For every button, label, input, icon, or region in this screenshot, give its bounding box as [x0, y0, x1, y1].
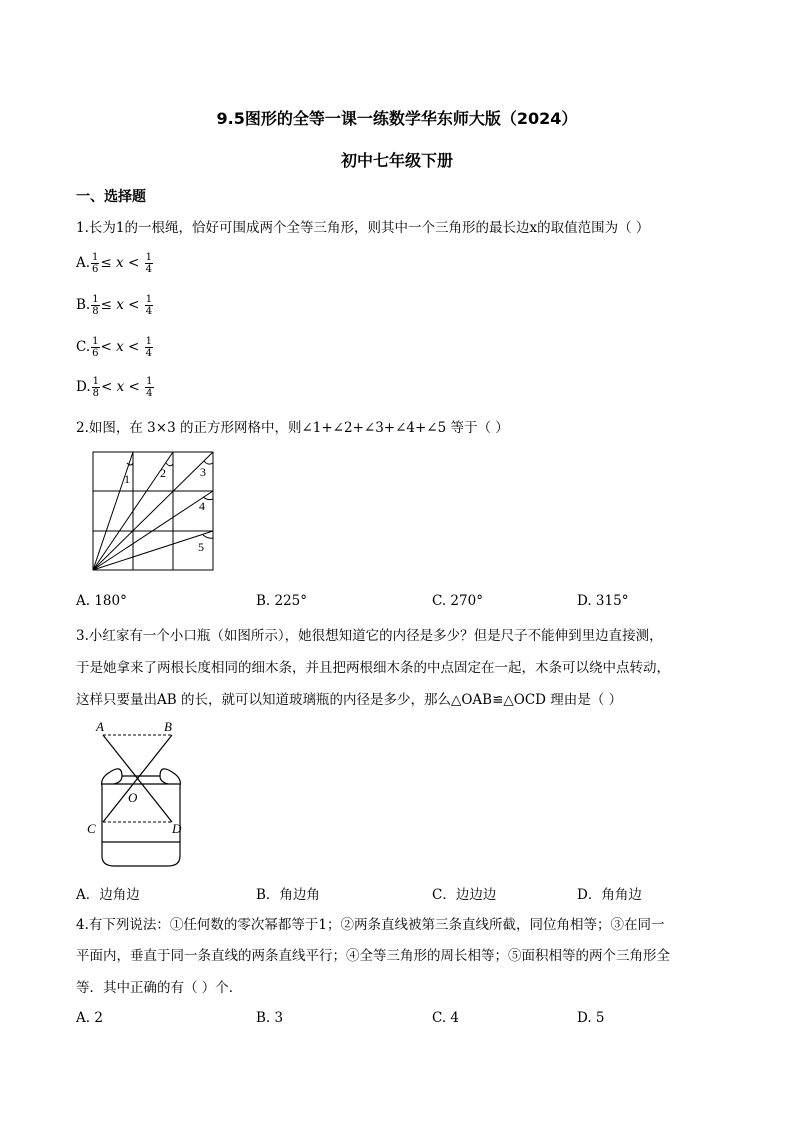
ray-line [93, 452, 213, 570]
fraction-high: $\frac{1}{4}$ [145, 294, 153, 317]
question-3-stem-line-2: 于是她拿来了两根长度相同的细木条，并且把两根细木条的中点固定在一起，木条可以绕中点转动， [76, 660, 670, 676]
relation-symbol: < [128, 297, 140, 313]
fraction-low: $\frac{1}{6}$ [92, 252, 99, 275]
variable-x: x [116, 255, 124, 271]
relation-symbol: < [100, 339, 112, 355]
question-4-stem-line-1: 4.有下列说法：①任何数的零次幂都等于1；②两条直线被第三条直线所截，同位角相等；③在同一 [76, 917, 665, 933]
question-4-stem-line-2: 平面内，垂直于同一条直线的两条直线平行；④全等三角形的周长相等；⑤面积相等的两个三角形全 [76, 948, 670, 964]
option-label: D. [76, 379, 91, 395]
variable-x: x [116, 379, 125, 395]
relation-symbol: < [127, 255, 140, 271]
relation-symbol: ≤ [100, 255, 112, 271]
question-3-option-c[interactable]: C．边边边 [432, 887, 497, 903]
question-2-option-d[interactable]: D. 315° [577, 593, 629, 609]
angle-arc [203, 535, 213, 538]
bottle-shoulder-right [160, 769, 172, 784]
question-2-stem: 2.如图，在 3×3 的正方形网格中，则∠1+∠2+∠3+∠4+∠5 等于（ ） [76, 420, 509, 436]
point-label-a: A [96, 719, 104, 734]
angle-label-2: 2 [160, 466, 166, 480]
question-1-stem: 1.长为1的一根绳，恰好可围成两个全等三角形，则其中一个三角形的最长边x的取值范围为（ ） [76, 220, 650, 236]
question-1-option-d[interactable] [76, 376, 155, 399]
fraction-high: $\frac{1}{4}$ [145, 252, 152, 275]
question-4-option-d[interactable]: D. 5 [577, 1010, 605, 1026]
fraction-high: $\frac{1}{4}$ [145, 336, 153, 359]
grid-angles-figure [90, 449, 216, 573]
question-4-option-a[interactable]: A. 2 [76, 1010, 103, 1026]
question-3-option-b[interactable]: B．角边角 [256, 887, 320, 903]
option-label: A. [76, 255, 91, 271]
angle-label-4: 4 [199, 499, 205, 513]
angle-label-5: 5 [198, 540, 204, 554]
angle-arc [204, 461, 213, 464]
question-2-option-a[interactable]: A. 180° [76, 593, 127, 609]
angle-arc [127, 463, 133, 465]
question-1-option-c[interactable] [76, 336, 154, 359]
variable-x: x [116, 339, 124, 355]
section-heading-choice: 一、选择题 [76, 189, 146, 205]
document-subtitle: 初中七年级下册 [340, 151, 453, 170]
fraction-low: $\frac{1}{8}$ [92, 294, 99, 317]
question-3-stem-line-1: 3.小红家有一个小口瓶（如图所示），她很想知道它的内径是多少？但是尺子不能伸到里边直接测， [76, 628, 663, 644]
option-label: C. [76, 339, 91, 355]
option-label: B. [76, 297, 91, 313]
ray-line [93, 531, 213, 570]
question-2-option-c[interactable]: C. 270° [432, 593, 483, 609]
question-1-option-a[interactable] [76, 252, 154, 275]
fraction-low: $\frac{1}{8}$ [92, 376, 100, 399]
fraction-high: $\frac{1}{4}$ [146, 376, 153, 399]
bottle-shoulder-left [110, 769, 122, 784]
variable-x: x [116, 297, 124, 313]
angle-arc [166, 463, 173, 466]
point-label-b: B [164, 719, 172, 734]
question-4-option-c[interactable]: C. 4 [432, 1010, 460, 1026]
question-4-stem-line-3: 等．其中正确的有（ ）个． [76, 980, 243, 996]
ray-line [93, 452, 133, 570]
question-3-option-d[interactable]: D．角角边 [577, 887, 642, 903]
bottle-body [102, 772, 181, 866]
document-title: 9.5图形的全等一课一练数学华东师大版（2024） [216, 109, 578, 128]
point-label-o: O [128, 790, 138, 805]
point-label-d: D [172, 821, 182, 836]
question-3-stem-line-3: 这样只要量出AB 的长，就可以知道玻璃瓶的内径是多少，那么△OAB≌△OCD 理由是（ ） [76, 692, 623, 708]
relation-symbol: < [101, 379, 113, 395]
angle-label-1: 1 [124, 472, 130, 486]
fraction-low: $\frac{1}{6}$ [92, 336, 99, 359]
question-3-option-a[interactable]: A．边角边 [76, 887, 140, 903]
relation-symbol: ≤ [100, 297, 112, 313]
relation-symbol: < [128, 339, 140, 355]
angle-label-3: 3 [200, 465, 206, 479]
point-label-c: C [87, 821, 96, 836]
question-2-option-b[interactable]: B. 225° [256, 593, 308, 609]
relation-symbol: < [128, 379, 140, 395]
question-1-option-b[interactable] [76, 294, 154, 317]
bottle-figure [84, 716, 194, 874]
question-4-option-b[interactable]: B. 3 [256, 1010, 284, 1026]
